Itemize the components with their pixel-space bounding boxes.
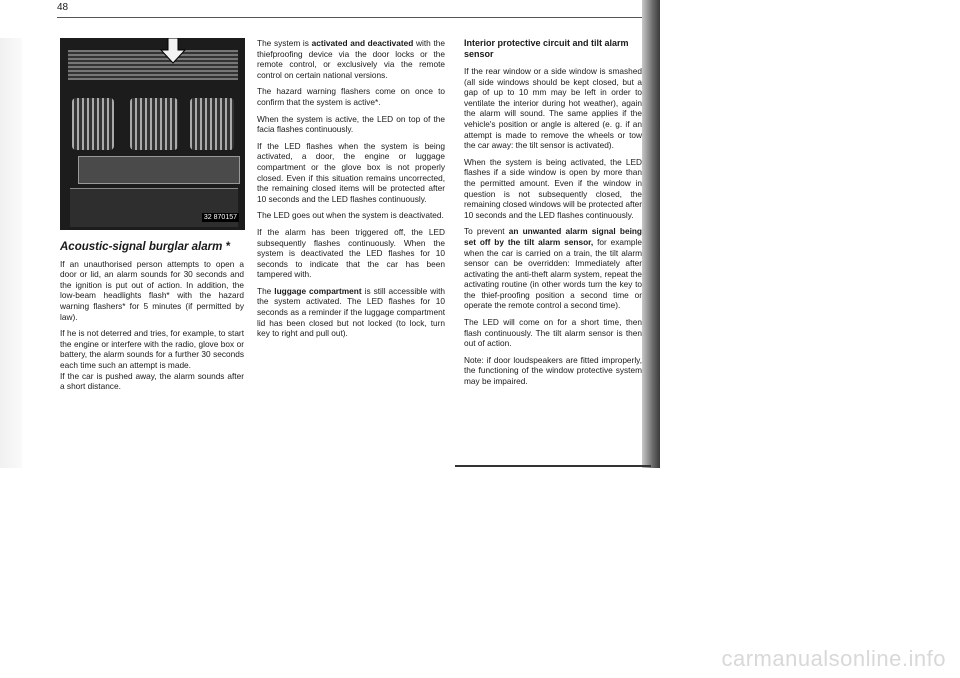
text: The system is [257, 38, 312, 48]
radio-unit [78, 156, 240, 184]
section-heading-acoustic: Acoustic-signal burglar alarm * [60, 241, 230, 253]
paragraph [257, 38, 445, 80]
section-heading-interior: Interior protective circuit and tilt alarm sensor [464, 38, 629, 59]
paragraph: Note: if door loudspeakers are fitted improperly, the functioning of the window protective system may be impaired. [464, 354, 642, 387]
paragraph: The hazard warning flashers come on once to confirm that the system is active*. [257, 86, 445, 107]
paragraph: If the LED flashes when the system is being activated, a door, the engine or luggage compartment or the glove box is not properly closed. Even if this situation remains uncorrected, the remaining closed items will be protected after 10 seconds and the LED flashes continuously. [257, 140, 445, 204]
paragraph: The LED will come on for a short time, then flash continuously. The tilt alarm sensor is then out of action. [464, 317, 642, 349]
paragraph: When the system is active, the LED on top of the facia flashes continuously. [257, 113, 445, 135]
speaker-grille [68, 50, 238, 80]
emphasis: luggage compartment [274, 285, 362, 296]
column-left [60, 242, 244, 398]
text: with the thiefproofing device via the door locks or the remote control, or exclusively via the remote control on certain national versions. [257, 38, 445, 80]
dashboard-photo [60, 38, 245, 230]
figure-code: 32 870157 [203, 214, 237, 221]
page-number: 48 [57, 2, 69, 13]
paragraph: The LED goes out when the system is deactivated. [257, 210, 444, 221]
bottom-rule [455, 465, 651, 467]
paragraph: If the alarm has been triggered off, the LED subsequently flashes continuously. When the system is deactivated the LED flashes for 10 seconds to indicate that the car has been tampered with. [257, 226, 445, 280]
top-rule [57, 17, 649, 18]
emphasis: activated and deactivated [311, 38, 414, 48]
paragraph [464, 226, 642, 311]
paragraph: When the system is being activated, the LED flashes if a side window is open by more than the permitted amount. Even if the window in question is not subsequently closed, the remaining closed windows will be protected after 10 seconds and the LED flashes continuously. [464, 156, 642, 220]
paragraph: If the rear window or a side window is smashed (all side windows should be kept closed, but a gap of up to 10 mm may be left in order to ventilate the interior during hot weather), again the alarm will sound. The same applies if the vehicle's position or angle is altered (e. g. if an attempt is made to remove the wheels or tow the car away: the tilt sensor is activated). [464, 66, 642, 151]
column-middle [257, 38, 445, 345]
emphasis: an unwanted alarm signal being set off by the tilt alarm sensor, [464, 226, 642, 247]
watermark: carmanualsonline.info [721, 646, 946, 671]
down-arrow-icon [160, 38, 186, 64]
left-page-edge [0, 38, 22, 468]
air-vent-right [190, 98, 234, 150]
paragraph [60, 328, 244, 370]
text: To prevent [464, 226, 509, 237]
paragraph: If the car is pushed away, the alarm sounds after a short distance. [60, 370, 244, 392]
text: for example when the car is carried on a train, the tilt alarm sensor can be overridden: Immediately after activating the anti-theft alarm system, repeat the activating routine (in other words turn the key to the thief-proofing position a second time or operate the remote control a second time). [464, 236, 642, 311]
air-vent-middle [130, 98, 178, 150]
right-page-edge [642, 0, 660, 468]
paragraph: If an unauthorised person attempts to open a door or lid, an alarm sounds for 30 seconds and the ignition is put out of action. In addition, the low-beam headlights flash* with the hazard warning flashers* for 5 minutes (if permitted by law). [60, 258, 244, 322]
column-right [464, 38, 642, 393]
text: is still accessible with the system activated. The LED flashes for 10 seconds as a reminder if the luggage compartment lid has been closed but not locked (to lock, turn key to right and pull out). [257, 285, 445, 339]
text: The [257, 285, 275, 296]
air-vent-left [72, 98, 114, 150]
paragraph-text: If he is not deterred and tries, for example, to start the engine or interfere with the radio, glove box or battery, the alarm sounds for a further 30 seconds each time such an attempt is made. [60, 328, 244, 370]
paragraph [257, 286, 445, 339]
